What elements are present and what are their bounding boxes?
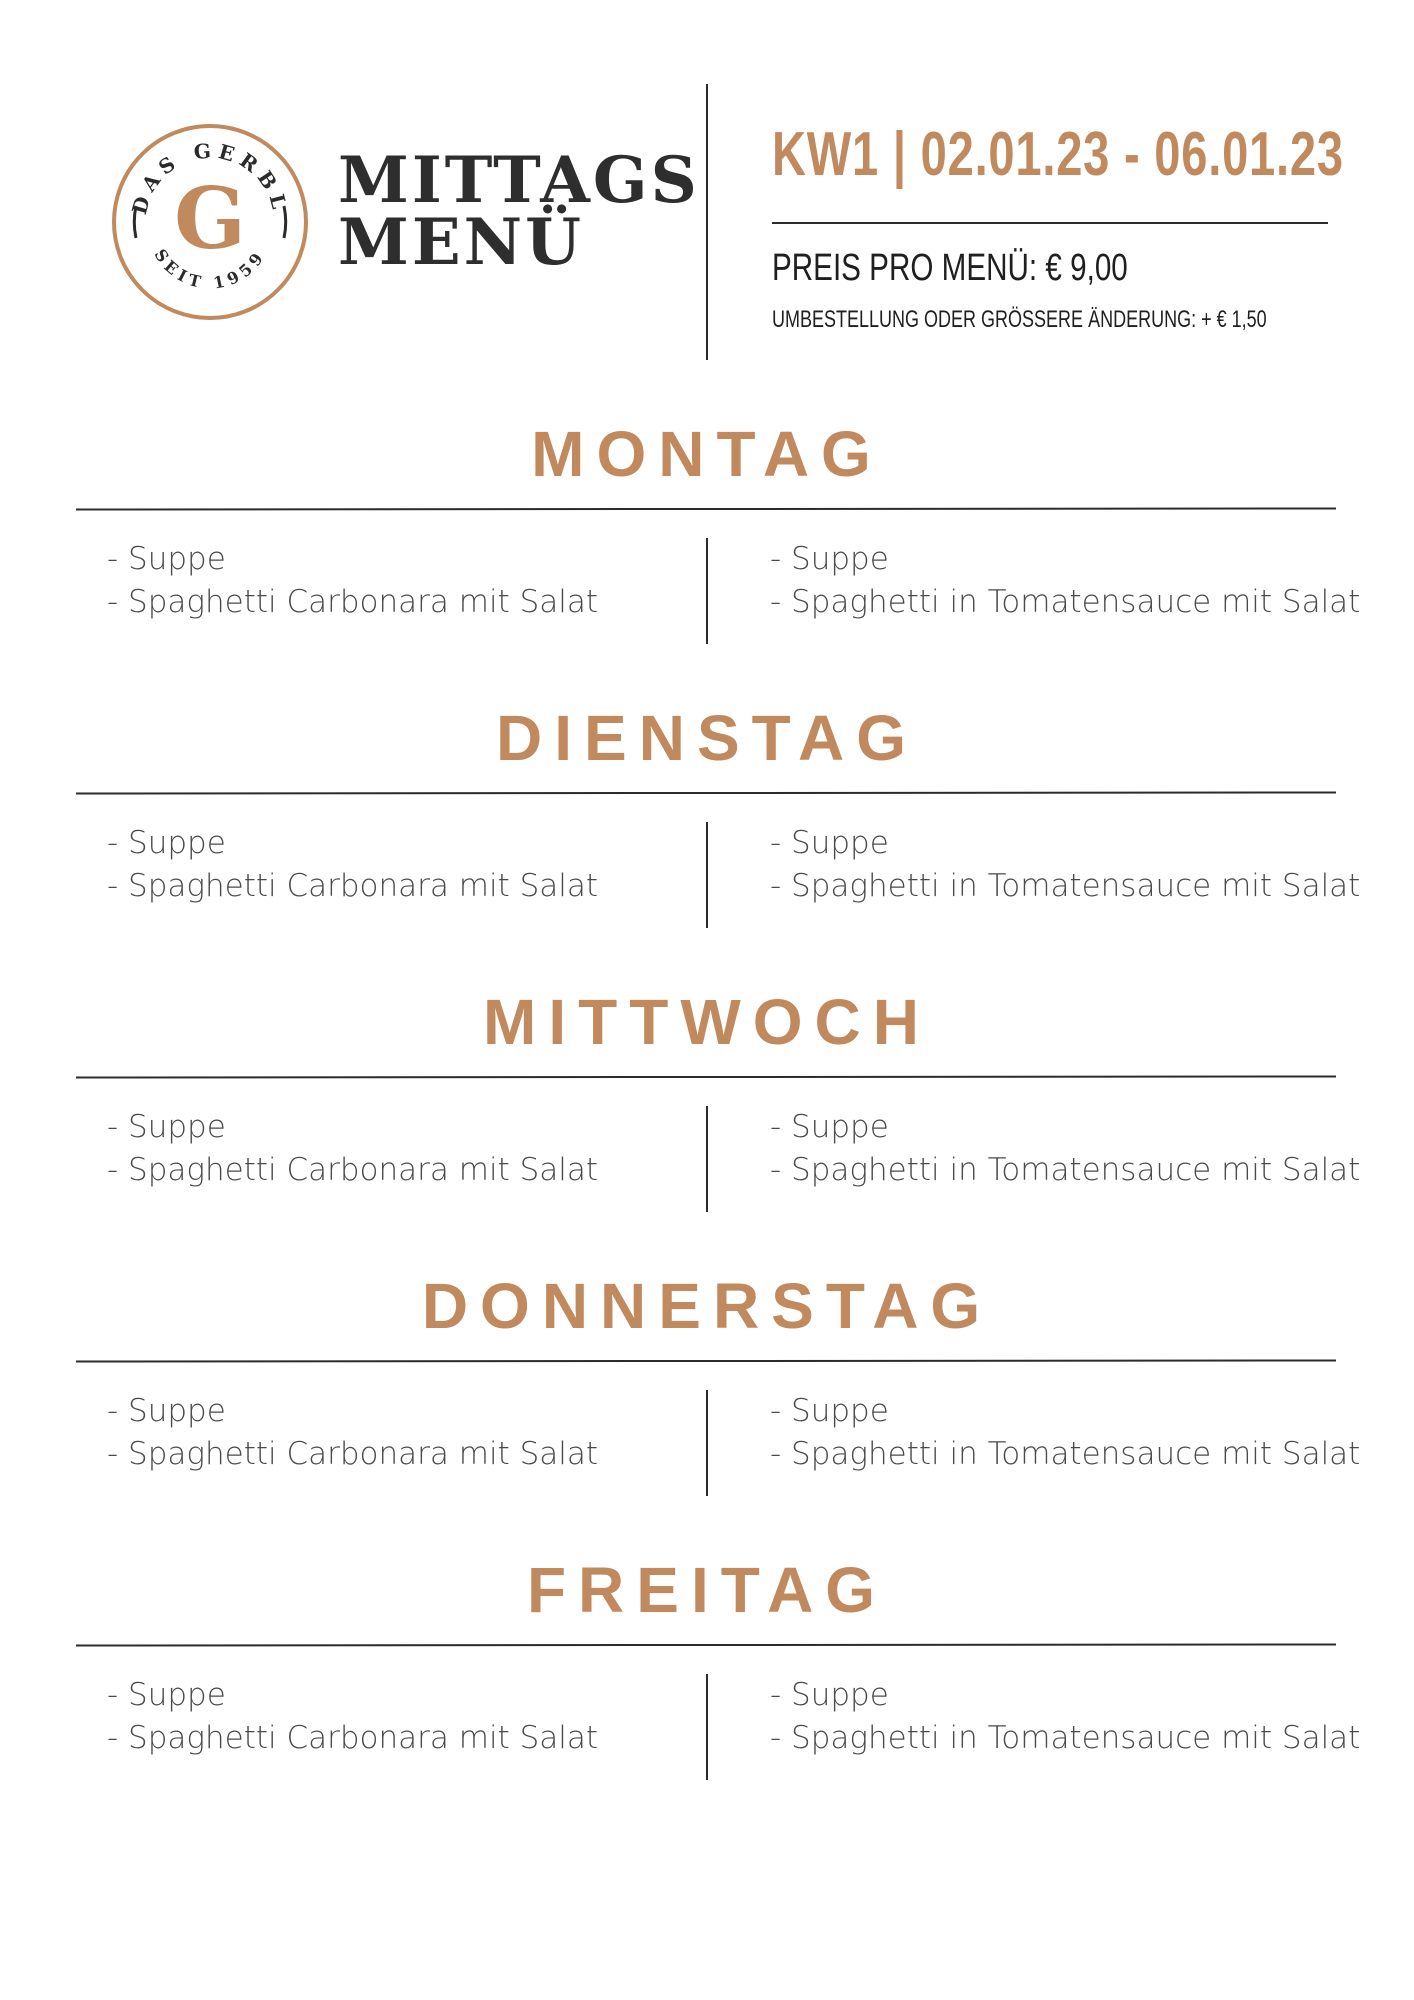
menu-item: - Suppe	[770, 1677, 889, 1713]
menu-item: - Spaghetti Carbonara mit Salat	[107, 868, 599, 904]
logo-letter: G	[174, 169, 246, 268]
menu-item: - Suppe	[107, 541, 226, 577]
menu-item: - Spaghetti in Tomatensauce mit Salat	[770, 868, 1361, 904]
menu-item: - Spaghetti in Tomatensauce mit Salat	[770, 1720, 1361, 1756]
day-name: FREITAG	[526, 1554, 888, 1626]
menu-item: - Suppe	[770, 1109, 889, 1145]
change-surcharge: UMBESTELLUNG ODER GRÖSSERE ÄNDERUNG: + € 1,50	[772, 306, 1267, 333]
day-name: MONTAG	[531, 418, 883, 490]
menu-header	[0, 0, 1414, 380]
menu-option-1	[107, 538, 598, 624]
day-name: DONNERSTAG	[421, 1270, 993, 1342]
menu-divider	[706, 1390, 708, 1496]
menu-option-1	[107, 1390, 598, 1476]
week-rule	[772, 222, 1328, 224]
day-rule	[76, 1643, 1336, 1646]
menu-option-1	[107, 822, 598, 908]
menu-item: - Suppe	[770, 1393, 889, 1429]
menu-item: - Spaghetti Carbonara mit Salat	[107, 1152, 599, 1188]
menu-item: - Suppe	[107, 825, 226, 861]
menu-divider	[706, 822, 708, 928]
logo-top-text: DAS GERBL	[126, 138, 293, 217]
menu-option-2	[770, 1106, 1360, 1192]
logo-emblem-icon	[110, 122, 310, 322]
menu-divider	[706, 1674, 708, 1780]
menu-item: - Suppe	[107, 1109, 226, 1145]
day-rule	[76, 507, 1336, 510]
day-rule	[76, 1359, 1336, 1362]
day-name: DIENSTAG	[496, 702, 918, 774]
title-line-1: MITTAGS	[338, 143, 700, 218]
price-per-menu: PREIS PRO MENÜ: € 9,00	[772, 247, 1128, 289]
menu-item: - Spaghetti Carbonara mit Salat	[107, 584, 599, 620]
title-line-2: MENÜ	[338, 205, 584, 280]
das-gerbl-logo	[110, 122, 310, 322]
menu-divider	[706, 1106, 708, 1212]
day-section-donnerstag	[0, 1260, 1414, 1544]
day-section-mittwoch	[0, 976, 1414, 1260]
menu-option-2	[770, 1390, 1360, 1476]
menu-option-1	[107, 1106, 598, 1192]
logo-bottom-text: SEIT 1959	[150, 245, 270, 293]
header-divider	[706, 84, 708, 360]
menu-item: - Spaghetti in Tomatensauce mit Salat	[770, 1152, 1361, 1188]
day-section-montag	[0, 408, 1414, 692]
menu-item: - Suppe	[107, 1677, 226, 1713]
menu-item: - Suppe	[107, 1393, 226, 1429]
menu-option-1	[107, 1674, 598, 1760]
day-list	[0, 408, 1414, 1828]
menu-item: - Suppe	[770, 825, 889, 861]
menu-item: - Spaghetti Carbonara mit Salat	[107, 1436, 599, 1472]
menu-option-2	[770, 1674, 1360, 1760]
menu-item: - Spaghetti in Tomatensauce mit Salat	[770, 584, 1361, 620]
menu-item: - Spaghetti Carbonara mit Salat	[107, 1720, 599, 1756]
menu-option-2	[770, 538, 1360, 624]
week-range: KW1 | 02.01.23 - 06.01.23	[772, 120, 1344, 189]
menu-item: - Spaghetti in Tomatensauce mit Salat	[770, 1436, 1361, 1472]
day-section-freitag	[0, 1544, 1414, 1828]
menu-divider	[706, 538, 708, 644]
day-name: MITTWOCH	[483, 986, 931, 1058]
day-rule	[76, 791, 1336, 794]
menu-option-2	[770, 822, 1360, 908]
day-section-dienstag	[0, 692, 1414, 976]
day-rule	[76, 1075, 1336, 1078]
page-title	[338, 143, 700, 280]
menu-item: - Suppe	[770, 541, 889, 577]
